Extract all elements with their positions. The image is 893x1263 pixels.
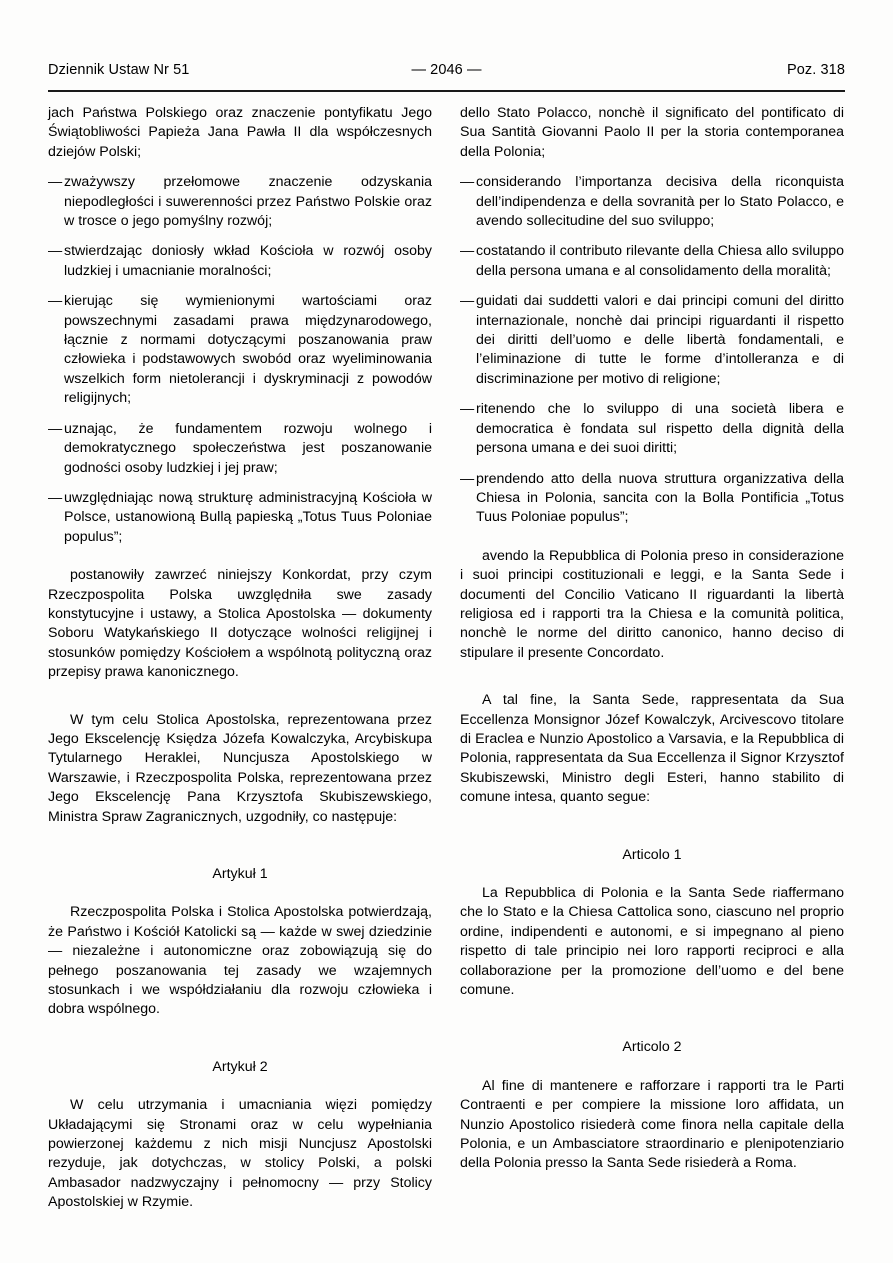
paragraph-spacer: [460, 459, 844, 470]
paragraph-spacer: [460, 1000, 844, 1038]
it-paragraph: A tal fine, la Santa Sede, rappresentata da Sua Eccellenza Monsignor Józef Kowalczyk, Arcivescovo titolare di Eraclea e Nunzio Apostolico a Varsavia, e la Repubblica di Polonia, rappresentata da Sua Eccellenza il Signor Krzysztof Skubiszewski, Ministro degli Esteri, hanno stabilito di comune intesa, quanto segue:: [460, 692, 844, 806]
paragraph-spacer: [460, 528, 844, 547]
paragraph-spacer: [460, 865, 844, 884]
it-paragraph: avendo la Repubblica di Polonia preso in considerazione i suoi principi costituzionali e leggi, e la Santa Sede i documenti del Concilio Vaticano II riguardanti la libertà religiosa ed i rapporti tra la Chiesa e la comunità politica, nonchè le norme del diritto canonico, hanno deciso di stipulare il presente Concordato.: [460, 547, 844, 661]
pl-bullet-item: [48, 173, 432, 231]
em-dash-marker: —: [48, 293, 63, 310]
pl-paragraph: W tym celu Stolica Apostolska, reprezentowana przez Jego Ekscelencję Księdza Józefa Kowalczyka, Arcybiskupa Tytularnego Heraklei, Nuncjusza Apostolskiego w Warszawie, i Rzeczpospolita Polska, reprezentowana przez Jego Ekscelencję Pana Krzysztofa Skubiszewskiego, Ministra Spraw Zagranicznych, uzgodniły, co następuje:: [48, 711, 432, 825]
it-paragraph: Al fine di mantenere e rafforzare i rapporti tra le Parti Contraenti e per compiere la missione loro affidata, un Nunzio Apostolico risiederà come finora nella capitale della Polonia, e un Ambasciatore straordinario e plenipotenziario della Polonia presso la Santa Sede risiederà a Roma.: [460, 1077, 844, 1172]
it-article-heading: Articolo 1: [622, 846, 682, 863]
em-dash-marker: —: [460, 401, 475, 418]
paragraph-spacer: [48, 1077, 432, 1096]
journal-title: Dziennik Ustaw Nr 51: [48, 62, 190, 78]
em-dash-marker: —: [460, 243, 475, 260]
pl-bullet-item: [48, 489, 432, 547]
paragraph-spacer: [48, 547, 432, 566]
paragraph-spacer: [48, 683, 432, 711]
em-dash-marker: —: [460, 293, 475, 310]
paragraph-spacer: [460, 1058, 844, 1077]
it-article-heading: Articolo 2: [622, 1039, 682, 1056]
paragraph-spacer: [48, 1020, 432, 1058]
em-dash-marker: —: [460, 174, 475, 191]
em-dash-marker: —: [48, 489, 63, 506]
pl-bullet-item: [48, 242, 432, 281]
pl-article-heading: Artykuł 2: [212, 1058, 268, 1075]
column-italian: [460, 104, 844, 1213]
paragraph-spacer: [460, 808, 844, 846]
em-dash-marker: —: [48, 420, 63, 437]
pl-bullet-item: [48, 292, 432, 408]
pl-paragraph: postanowiły zawrzeć niniejszy Konkordat, przy czym Rzeczpospolita Polska uwzględniła swe zasady konstytucyjne i ustawy, a Stolica Apostolska — dokumenty Soboru Watykańskiego II dotyczące wolności religijnej i stosunków pomiędzy Kościołem a wspólnotą polityczną oraz przepisy prawa kanonicznego.: [48, 567, 432, 681]
pl-bullet-item: [48, 420, 432, 478]
header-divider: [48, 90, 845, 92]
it-bullet-text: prendendo atto della nuova struttura organizzativa della Chiesa in Polonia, sancita con la Bolla Pontificia „Totus Tuus Poloniae populus”;: [476, 470, 844, 526]
pl-bullet-text: uwzględniając nową strukturę administracyjną Kościoła w Polsce, ustanowioną Bullą papieską „Totus Tuus Poloniae populus”;: [64, 489, 432, 545]
pl-bullet-text: uznając, że fundamentem rozwoju wolnego i demokratycznego społeczeństwa jest poszanowanie godności osoby ludzkiej i jej praw;: [64, 420, 432, 476]
it-bullet-text: guidati dai suddetti valori e dai principi comuni del diritto internazionale, nonchè dai principi riguardanti il rispetto dei diritti dell’uomo e delle libertà fondamentali, e l’eliminazione di tutte le forme d’intolleranza e di discriminazione per motivo di religione;: [476, 293, 844, 387]
it-bullet-text: considerando l’importanza decisiva della riconquista dell’indipendenza e della sovranità per lo Stato Polacco, e avendo sollecitudine del suo sviluppo;: [476, 174, 844, 230]
paragraph-spacer: [48, 884, 432, 903]
paragraph-spacer: [48, 231, 432, 242]
paragraph-spacer: [460, 663, 844, 691]
it-bullet-item: [460, 173, 844, 231]
pl-bullet-text: kierując się wymienionymi wartościami oraz powszechnymi zasadami prawa międzynarodowego, łącznie z normami dotyczącymi poszanowania praw człowieka i podstawowych swobód oraz wyeliminowania wszelkich form nietolerancji i dyskryminacji z powodów religijnych;: [64, 293, 432, 407]
it-paragraph: dello Stato Polacco, nonchè il significato del pontificato di Sua Santità Giovanni Paolo II per la storia contemporanea della Polonia;: [460, 105, 844, 160]
pl-article-heading: Artykuł 1: [212, 866, 268, 882]
paragraph-spacer: [48, 827, 432, 865]
paragraph-spacer: [48, 281, 432, 292]
em-dash-marker: —: [48, 174, 63, 191]
paragraph-spacer: [48, 162, 432, 173]
pl-bullet-text: zważywszy przełomowe znaczenie odzyskania niepodległości i suwerenności przez Państwo Polskie oraz w trosce o jego pomyślny rozwój;: [64, 174, 432, 230]
pl-paragraph: jach Państwa Polskiego oraz znaczenie pontyfikatu Jego Świątobliwości Papieża Jana Pawła II dla współczesnych dziejów Polski;: [48, 105, 432, 160]
it-bullet-text: costatando il contributo rilevante della Chiesa allo sviluppo della persona umana e al consolidamento della moralità;: [476, 243, 844, 279]
it-bullet-item: [460, 400, 844, 458]
it-bullet-item: [460, 242, 844, 281]
em-dash-marker: —: [48, 243, 63, 260]
paragraph-spacer: [460, 231, 844, 242]
it-paragraph: La Repubblica di Polonia e la Santa Sede riaffermano che lo Stato e la Chiesa Cattolica sono, ciascuno nel proprio ordine, indipendenti e autonomi, e si impegnano al pieno rispetto di tale principio nei loro rapporti reciproci e alla collaborazione per la promozione dell’uomo e del bene comune.: [460, 885, 844, 999]
paragraph-spacer: [48, 409, 432, 420]
page-number: — 2046 —: [411, 62, 482, 78]
item-number: Poz. 318: [786, 62, 845, 78]
paragraph-spacer: [48, 478, 432, 489]
paragraph-spacer: [460, 162, 844, 173]
paragraph-spacer: [460, 389, 844, 400]
pl-bullet-text: stwierdzając doniosły wkład Kościoła w rozwój osoby ludzkiej i umacnianie moralności;: [64, 243, 432, 279]
page-header: [48, 62, 845, 86]
it-bullet-item: [460, 292, 844, 389]
two-column-body: [48, 104, 845, 1213]
pl-paragraph: Rzeczpospolita Polska i Stolica Apostolska potwierdzają, że Państwo i Kościół Katolicki są — każde w swej dziedzinie — niezależne i autonomiczne oraz zobowiązują się do pełnego poszanowania tej zasady we wzajemnych stosunkach i we współdziałaniu dla rozwoju człowieka i dobra wspólnego.: [48, 904, 432, 1018]
paragraph-spacer: [460, 281, 844, 292]
it-bullet-text: ritenendo che lo sviluppo di una società libera e democratica è fondata sul rispetto della dignità della persona umana e dei suoi diritti;: [476, 401, 844, 457]
it-bullet-item: [460, 470, 844, 528]
column-polish: [48, 104, 432, 1213]
pl-paragraph: W celu utrzymania i umacniania więzi pomiędzy Układającymi się Stronami oraz w celu wypełniania powierzonej każdemu z nich misji Nuncjusz Apostolski rezyduje, jak dotychczas, w stolicy Polski, a polski Ambasador nadzwyczajny i pełnomocny — przy Stolicy Apostolskiej w Rzymie.: [48, 1097, 432, 1211]
em-dash-marker: —: [460, 470, 475, 487]
